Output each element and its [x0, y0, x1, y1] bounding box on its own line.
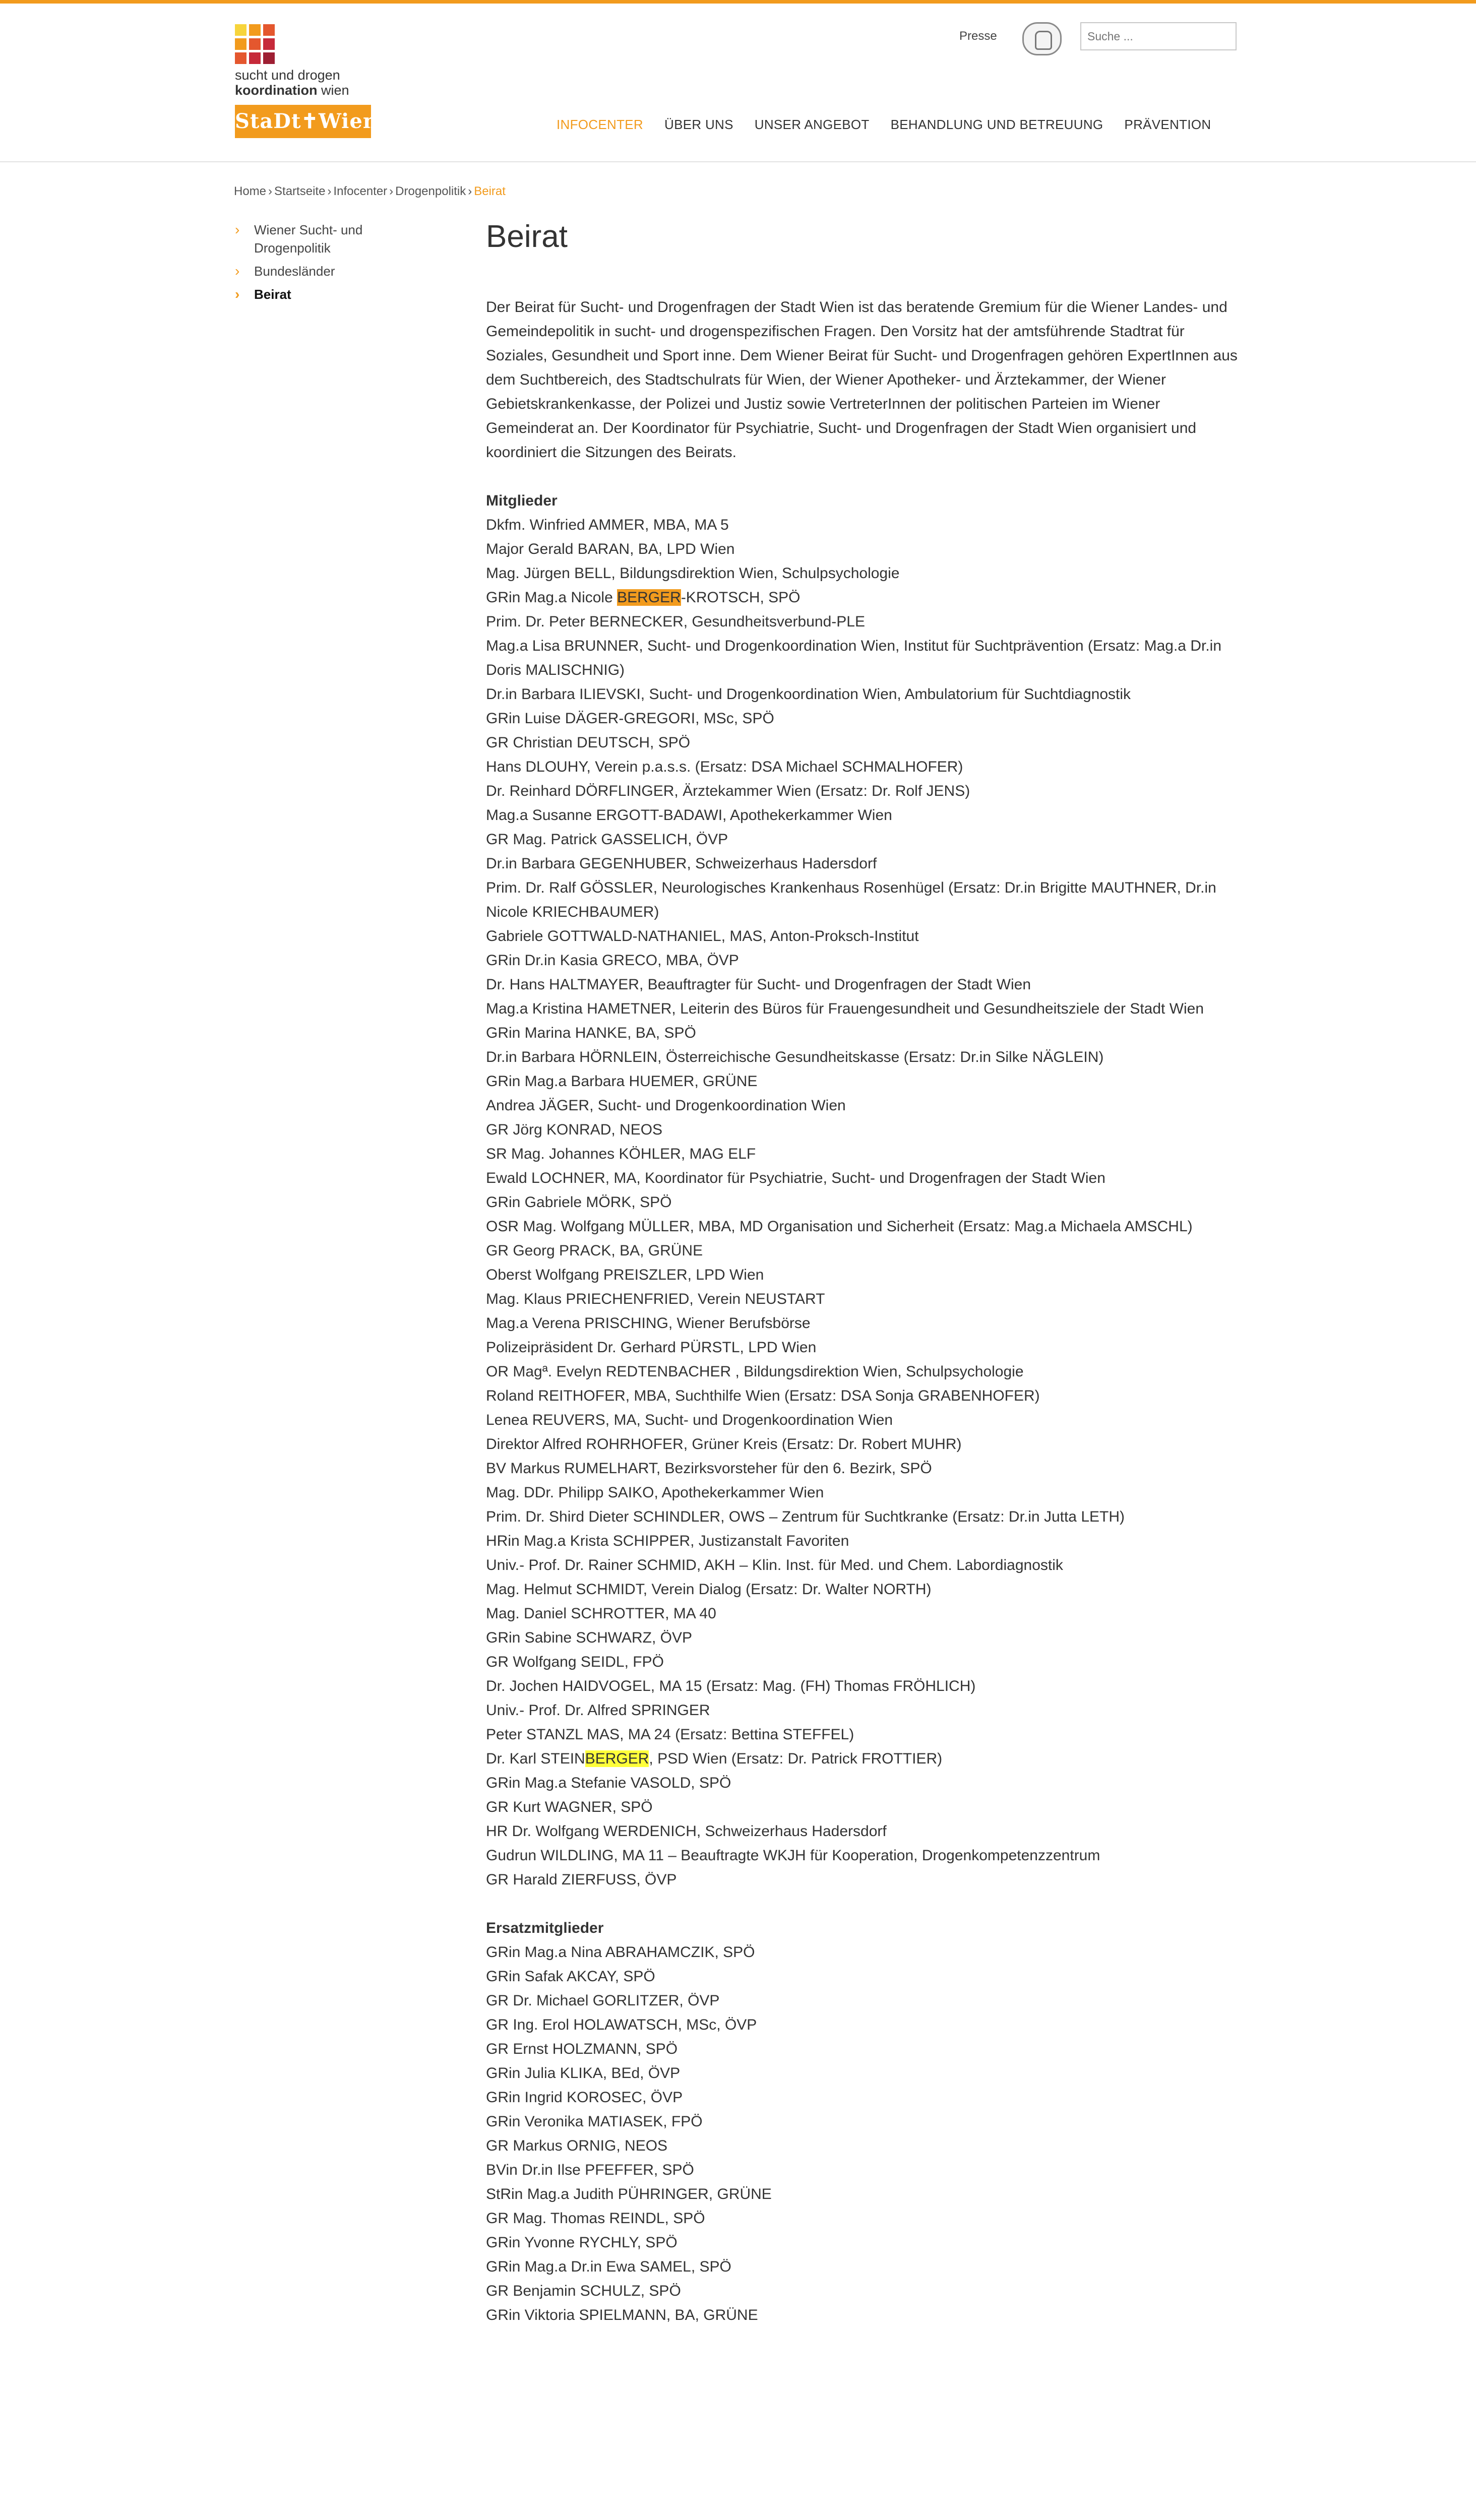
search-input[interactable] — [1080, 22, 1237, 50]
member-item: GR Christian DEUTSCH, SPÖ — [486, 734, 691, 751]
member-item: Lenea REUVERS, MA, Sucht- und Drogenkoordination Wien — [486, 1412, 893, 1428]
site-logo[interactable] — [235, 24, 378, 138]
substitute-member-item: GR Markus ORNIG, NEOS — [486, 2137, 668, 2154]
substitutes-list — [486, 1940, 1242, 2327]
member-item: Mag. DDr. Philipp SAIKO, Apothekerkammer Wien — [486, 1484, 824, 1501]
breadcrumb-infocenter[interactable]: Infocenter — [333, 184, 388, 198]
page-title: Beirat — [486, 219, 568, 254]
member-item: OSR Mag. Wolfgang MÜLLER, MBA, MD Organisation und Sicherheit (Ersatz: Mag.a Michaela AMSCHL) — [486, 1218, 1193, 1235]
member-item: GR Harald ZIERFUSS, ÖVP — [486, 1871, 677, 1888]
member-item: GR Wolfgang SEIDL, FPÖ — [486, 1654, 664, 1670]
member-item: Hans DLOUHY, Verein p.a.s.s. (Ersatz: DSA Michael SCHMALHOFER) — [486, 759, 963, 775]
header-divider — [0, 161, 1476, 162]
member-item: Andrea JÄGER, Sucht- und Drogenkoordination Wien — [486, 1097, 846, 1114]
member-item: Univ.- Prof. Dr. Alfred SPRINGER — [486, 1702, 710, 1719]
main-content — [486, 217, 1242, 2327]
member-item: Dr.in Barbara ILIEVSKI, Sucht- und Drogenkoordination Wien, Ambulatorium für Suchtdiagnostik — [486, 686, 1131, 703]
member-item: Prim. Dr. Peter BERNECKER, Gesundheitsverbund-PLE — [486, 613, 865, 630]
breadcrumb — [234, 184, 506, 199]
breadcrumb-drogenpolitik[interactable]: Drogenpolitik — [395, 184, 466, 198]
substitute-member-item: GR Ernst HOLZMANN, SPÖ — [486, 2041, 678, 2057]
substitute-member-item: GRin Mag.a Dr.in Ewa SAMEL, SPÖ — [486, 2258, 731, 2275]
substitute-member-item: GR Mag. Thomas REINDL, SPÖ — [486, 2210, 705, 2227]
member-item: BV Markus RUMELHART, Bezirksvorsteher für den 6. Bezirk, SPÖ — [486, 1460, 932, 1477]
member-item: Prim. Dr. Shird Dieter SCHINDLER, OWS – Zentrum für Suchtkranke (Ersatz: Dr.in Jutta LETH) — [486, 1508, 1125, 1525]
member-item: Dr.in Barbara HÖRNLEIN, Österreichische Gesundheitskasse (Ersatz: Dr.in Silke NÄGLEIN) — [486, 1049, 1104, 1065]
breadcrumb-home[interactable]: Home — [234, 184, 267, 198]
search-highlight: BERGER — [617, 589, 681, 606]
breadcrumb-separator: › — [389, 184, 394, 198]
member-item: Ewald LOCHNER, MA, Koordinator für Psychiatrie, Sucht- und Drogenfragen der Stadt Wien — [486, 1170, 1105, 1186]
substitute-member-item: GRin Yvonne RYCHLY, SPÖ — [486, 2234, 678, 2251]
sign-language-icon[interactable] — [1022, 22, 1062, 55]
member-item: GRin Gabriele MÖRK, SPÖ — [486, 1194, 672, 1211]
member-item: Oberst Wolfgang PREISZLER, LPD Wien — [486, 1267, 764, 1283]
search-highlight: BERGER — [585, 1750, 649, 1767]
logo-text-line1: sucht und drogen — [235, 68, 340, 83]
stadt-wien-badge: StaDt✝Wien — [235, 105, 371, 138]
member-item: Prim. Dr. Ralf GÖSSLER, Neurologisches Krankenhaus Rosenhügel (Ersatz: Dr.in Brigitte MAUTHNER, Dr.in Nicole KRIECHBAUMER) — [486, 879, 1216, 920]
member-item: Dr. Jochen HAIDVOGEL, MA 15 (Ersatz: Mag. (FH) Thomas FRÖHLICH) — [486, 1678, 976, 1694]
member-item: Mag. Helmut SCHMIDT, Verein Dialog (Ersatz: Dr. Walter NORTH) — [486, 1581, 932, 1598]
sidebar-item-bundeslaender[interactable]: › Bundesländer — [234, 262, 395, 280]
nav-unser-angebot[interactable]: UNSER ANGEBOT — [754, 117, 870, 132]
top-accent-line — [0, 0, 1476, 4]
member-item: OR Magª. Evelyn REDTENBACHER , Bildungsdirektion Wien, Schulpsychologie — [486, 1363, 1024, 1380]
member-item: GRin Mag.a Nicole BERGER-KROTSCH, SPÖ — [486, 589, 801, 606]
member-item: Dr. Karl STEINBERGER, PSD Wien (Ersatz: Dr. Patrick FROTTIER) — [486, 1750, 943, 1767]
nav-ueber-uns[interactable]: ÜBER UNS — [664, 117, 733, 132]
substitute-member-item: StRin Mag.a Judith PÜHRINGER, GRÜNE — [486, 2186, 772, 2202]
substitute-member-item: GRin Safak AKCAY, SPÖ — [486, 1968, 655, 1985]
member-item: Direktor Alfred ROHRHOFER, Grüner Kreis (Ersatz: Dr. Robert MUHR) — [486, 1436, 962, 1453]
substitute-member-item: GRin Julia KLIKA, BEd, ÖVP — [486, 2065, 681, 2082]
member-item: Gabriele GOTTWALD-NATHANIEL, MAS, Anton-Proksch-Institut — [486, 928, 919, 944]
breadcrumb-separator: › — [327, 184, 332, 198]
breadcrumb-separator: › — [268, 184, 273, 198]
member-item: Dkfm. Winfried AMMER, MBA, MA 5 — [486, 517, 729, 533]
member-item: GR Georg PRACK, BA, GRÜNE — [486, 1242, 703, 1259]
nav-behandlung-betreuung[interactable]: BEHANDLUNG UND BETREUUNG — [890, 117, 1103, 132]
sidebar-nav — [234, 221, 395, 308]
logo-squares-icon — [235, 24, 275, 65]
members-list — [486, 513, 1242, 1892]
member-item: Mag.a Susanne ERGOTT-BADAWI, Apothekerkammer Wien — [486, 807, 892, 824]
member-item: Univ.- Prof. Dr. Rainer SCHMID, AKH – Klin. Inst. für Med. und Chem. Labordiagnostik — [486, 1557, 1063, 1573]
breadcrumb-startseite[interactable]: Startseite — [274, 184, 326, 198]
member-item: Dr. Reinhard DÖRFLINGER, Ärztekammer Wien (Ersatz: Dr. Rolf JENS) — [486, 783, 970, 799]
substitute-member-item: GRin Mag.a Nina ABRAHAMCZIK, SPÖ — [486, 1944, 755, 1961]
presse-link[interactable]: Presse — [959, 29, 997, 43]
substitute-member-item: GRin Viktoria SPIELMANN, BA, GRÜNE — [486, 2307, 758, 2323]
substitute-member-item: GRin Ingrid KOROSEC, ÖVP — [486, 2089, 683, 2106]
main-navigation — [557, 117, 1232, 133]
member-item: GRin Sabine SCHWARZ, ÖVP — [486, 1629, 692, 1646]
sidebar-item-wiener-sucht-drogenpolitik[interactable]: › Wiener Sucht- und Drogenpolitik — [235, 222, 363, 256]
member-item: SR Mag. Johannes KÖHLER, MAG ELF — [486, 1146, 756, 1162]
member-item: Mag.a Verena PRISCHING, Wiener Berufsbörse — [486, 1315, 811, 1332]
member-item: Roland REITHOFER, MBA, Suchthilfe Wien (Ersatz: DSA Sonja GRABENHOFER) — [486, 1388, 1040, 1404]
member-item: GR Kurt WAGNER, SPÖ — [486, 1799, 653, 1815]
chevron-right-icon: › — [235, 286, 240, 302]
member-item: Dr.in Barbara GEGENHUBER, Schweizerhaus Hadersdorf — [486, 855, 877, 872]
substitute-member-item: GRin Veronika MATIASEK, FPÖ — [486, 2113, 703, 2130]
member-item: Gudrun WILDLING, MA 11 – Beauftragte WKJH für Kooperation, Drogenkompetenzzentrum — [486, 1847, 1100, 1864]
member-item: Mag.a Lisa BRUNNER, Sucht- und Drogenkoordination Wien, Institut für Suchtprävention (Ersatz: Mag.a Dr.in Doris MALISCHNIG) — [486, 638, 1221, 678]
intro-paragraph: Der Beirat für Sucht- und Drogenfragen der Stadt Wien ist das beratende Gremium für die Wiener Landes- und Gemeindepolitik in sucht- und drogenspezifischen Fragen. Den Vorsitz hat der amtsführende Stadtrat für Soziales, Gesundheit und Sport inne. Dem Wiener Beirat für Sucht- und Drogenfragen gehören ExpertInnen aus dem Suchtbereich, des Stadtschulrats für Wien, der Wiener Apotheker- und Ärztekammer, der Wiener Gebietskrankenkasse, der Polizei und Justiz sowie VertreterInnen der politischen Parteien im Wiener Gemeinderat an. Der Koordinator für Psychiatrie, Sucht- und Drogenfragen der Stadt Wien organisiert und koordiniert die Sitzungen des Beirats. — [486, 299, 1238, 461]
member-item: HR Dr. Wolfgang WERDENICH, Schweizerhaus Hadersdorf — [486, 1823, 887, 1840]
member-item: Mag. Jürgen BELL, Bildungsdirektion Wien, Schulpsychologie — [486, 565, 900, 582]
member-item: Polizeipräsident Dr. Gerhard PÜRSTL, LPD Wien — [486, 1339, 817, 1356]
members-heading: Mitglieder — [486, 492, 558, 509]
member-item: GR Mag. Patrick GASSELICH, ÖVP — [486, 831, 728, 848]
breadcrumb-current: Beirat — [474, 184, 506, 198]
substitute-member-item: GR Benjamin SCHULZ, SPÖ — [486, 2283, 681, 2299]
member-item: GR Jörg KONRAD, NEOS — [486, 1121, 663, 1138]
substitute-member-item: BVin Dr.in Ilse PFEFFER, SPÖ — [486, 2162, 694, 2178]
member-item: GRin Marina HANKE, BA, SPÖ — [486, 1025, 696, 1041]
member-item: Major Gerald BARAN, BA, LPD Wien — [486, 541, 735, 557]
logo-text-line2: koordination wien — [235, 83, 349, 98]
sidebar-item-beirat[interactable]: › Beirat — [234, 285, 395, 303]
nav-praevention[interactable]: PRÄVENTION — [1124, 117, 1211, 132]
member-item: GRin Luise DÄGER-GREGORI, MSc, SPÖ — [486, 710, 774, 727]
member-item: GRin Dr.in Kasia GRECO, MBA, ÖVP — [486, 952, 739, 969]
substitute-member-item: GR Ing. Erol HOLAWATSCH, MSc, ÖVP — [486, 2017, 757, 2033]
member-item: GRin Mag.a Barbara HUEMER, GRÜNE — [486, 1073, 758, 1090]
member-item: GRin Mag.a Stefanie VASOLD, SPÖ — [486, 1775, 731, 1791]
breadcrumb-separator: › — [468, 184, 472, 198]
member-item: Mag. Klaus PRIECHENFRIED, Verein NEUSTART — [486, 1291, 825, 1307]
substitutes-heading: Ersatzmitglieder — [486, 1920, 604, 1936]
member-item: Mag. Daniel SCHROTTER, MA 40 — [486, 1605, 716, 1622]
member-item: Dr. Hans HALTMAYER, Beauftragter für Sucht- und Drogenfragen der Stadt Wien — [486, 976, 1031, 993]
member-item: Peter STANZL MAS, MA 24 (Ersatz: Bettina STEFFEL) — [486, 1726, 854, 1743]
chevron-right-icon: › — [235, 222, 240, 237]
substitute-member-item: GR Dr. Michael GORLITZER, ÖVP — [486, 1992, 720, 2009]
member-item: HRin Mag.a Krista SCHIPPER, Justizanstalt Favoriten — [486, 1533, 849, 1549]
member-item: Mag.a Kristina HAMETNER, Leiterin des Büros für Frauengesundheit und Gesundheitsziele der Stadt Wien — [486, 1000, 1204, 1017]
nav-infocenter[interactable]: INFOCENTER — [557, 117, 643, 132]
chevron-right-icon: › — [235, 263, 240, 279]
